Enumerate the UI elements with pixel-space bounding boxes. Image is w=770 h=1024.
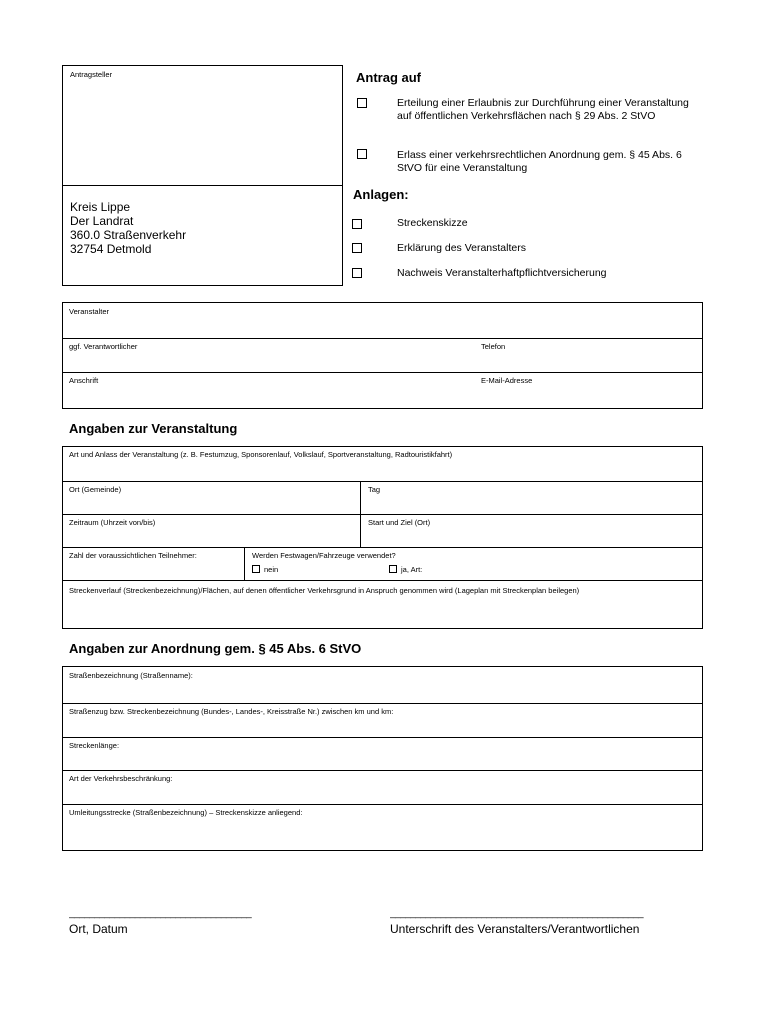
address-line: 32754 Detmold	[70, 242, 152, 256]
veranstalter-box	[62, 302, 703, 409]
ort-field[interactable]: Ort (Gemeinde)	[69, 485, 122, 494]
applicant-label: Antragsteller	[70, 70, 113, 79]
veranstalter-divider	[62, 372, 703, 373]
applicant-address	[70, 200, 186, 256]
anordnung-title: Angaben zur Anordnung gem. § 45 Abs. 6 StVO	[69, 641, 362, 656]
festwagen-ja-label: ja, Art:	[401, 565, 423, 574]
antrag-title: Antrag auf	[356, 70, 421, 85]
art-anlass-field[interactable]: Art und Anlass der Veranstaltung (z. B. Festumzug, Sponsorenlauf, Volkslauf, Sportveranstaltung, Radtouristikfahrt)	[69, 450, 453, 459]
verkehrsbeschraenkung-field[interactable]: Art der Verkehrsbeschränkung:	[69, 774, 173, 783]
address-line: 360.0 Straßenverkehr	[70, 228, 187, 242]
veranstaltung-box	[62, 446, 703, 629]
tag-field[interactable]: Tag	[368, 485, 381, 494]
anordnung-divider	[62, 737, 703, 738]
festwagen-nein-checkbox[interactable]	[252, 565, 260, 573]
strassenzug-field[interactable]: Straßenzug bzw. Streckenbezeichnung (Bundes-, Landes-, Kreisstraße Nr.) zwischen km und km:	[69, 707, 394, 716]
veranstaltung-divider	[62, 580, 703, 581]
veranstalter-divider	[62, 338, 703, 339]
zeitraum-field[interactable]: Zeitraum (Uhrzeit von/bis)	[69, 518, 156, 527]
veranstaltung-col-divider	[244, 547, 245, 580]
anlage-1-label: Streckenskizze	[397, 217, 468, 229]
antrag-option-1-checkbox[interactable]	[357, 98, 367, 108]
antrag-option-1-label: Erteilung einer Erlaubnis zur Durchführung einer Veranstaltung auf öffentlichen Verkehrsflächen nach § 29 Abs. 2 StVO	[397, 97, 689, 122]
anordnung-divider	[62, 703, 703, 704]
veranstaltung-title: Angaben zur Veranstaltung	[69, 421, 238, 436]
veranstalter-field[interactable]: Veranstalter	[69, 307, 110, 316]
antrag-option-2-label: Erlass einer verkehrsrechtlichen Anordnung gem. § 45 Abs. 6 StVO für eine Veranstaltung	[397, 149, 682, 174]
festwagen-ja-checkbox[interactable]	[389, 565, 397, 573]
anlage-3-checkbox[interactable]	[352, 268, 362, 278]
festwagen-question: Werden Festwagen/Fahrzeuge verwendet?	[252, 551, 396, 560]
anlage-3-label: Nachweis Veranstalterhaftpflichtversicherung	[397, 267, 607, 279]
address-line: Kreis Lippe	[70, 200, 131, 214]
festwagen-nein-label: nein	[264, 565, 279, 574]
anlage-2-checkbox[interactable]	[352, 243, 362, 253]
unterschrift-line[interactable]: __________________________________________________	[390, 908, 644, 919]
address-line: Der Landrat	[70, 214, 134, 228]
unterschrift-label: Unterschrift des Veranstalters/Verantwortlichen	[390, 922, 640, 936]
streckenlaenge-field[interactable]: Streckenlänge:	[69, 741, 120, 750]
telefon-field[interactable]: Telefon	[481, 342, 506, 351]
teilnehmer-field[interactable]: Zahl der voraussichtlichen Teilnehmer:	[69, 551, 197, 560]
veranstaltung-divider	[62, 481, 703, 482]
antrag-option-2-checkbox[interactable]	[357, 149, 367, 159]
start-ziel-field[interactable]: Start und Ziel (Ort)	[368, 518, 431, 527]
ort-datum-label: Ort, Datum	[69, 922, 128, 936]
streckenverlauf-field[interactable]: Streckenverlauf (Streckenbezeichnung)/Flächen, auf denen öffentlicher Verkehrsgrund in Anspruch genommen wird (Lageplan mit Streckenplan beilegen)	[69, 586, 580, 595]
veranstaltung-divider	[62, 547, 703, 548]
applicant-divider	[62, 185, 343, 186]
anordnung-divider	[62, 770, 703, 771]
veranstaltung-divider	[62, 514, 703, 515]
email-field[interactable]: E-Mail-Adresse	[481, 376, 533, 385]
anordnung-box	[62, 666, 703, 851]
anlage-1-checkbox[interactable]	[352, 219, 362, 229]
anlage-2-label: Erklärung des Veranstalters	[397, 242, 526, 254]
verantwortlicher-field[interactable]: ggf. Verantwortlicher	[69, 342, 138, 351]
anordnung-divider	[62, 804, 703, 805]
anschrift-field[interactable]: Anschrift	[69, 376, 99, 385]
umleitungsstrecke-field[interactable]: Umleitungsstrecke (Straßenbezeichnung) – Streckenskizze anliegend:	[69, 808, 303, 817]
veranstaltung-col-divider	[360, 481, 361, 547]
ort-datum-line[interactable]: ____________________________________	[69, 908, 252, 919]
strassenbezeichnung-field[interactable]: Straßenbezeichnung (Straßenname):	[69, 671, 193, 680]
anlagen-title: Anlagen:	[353, 187, 409, 202]
